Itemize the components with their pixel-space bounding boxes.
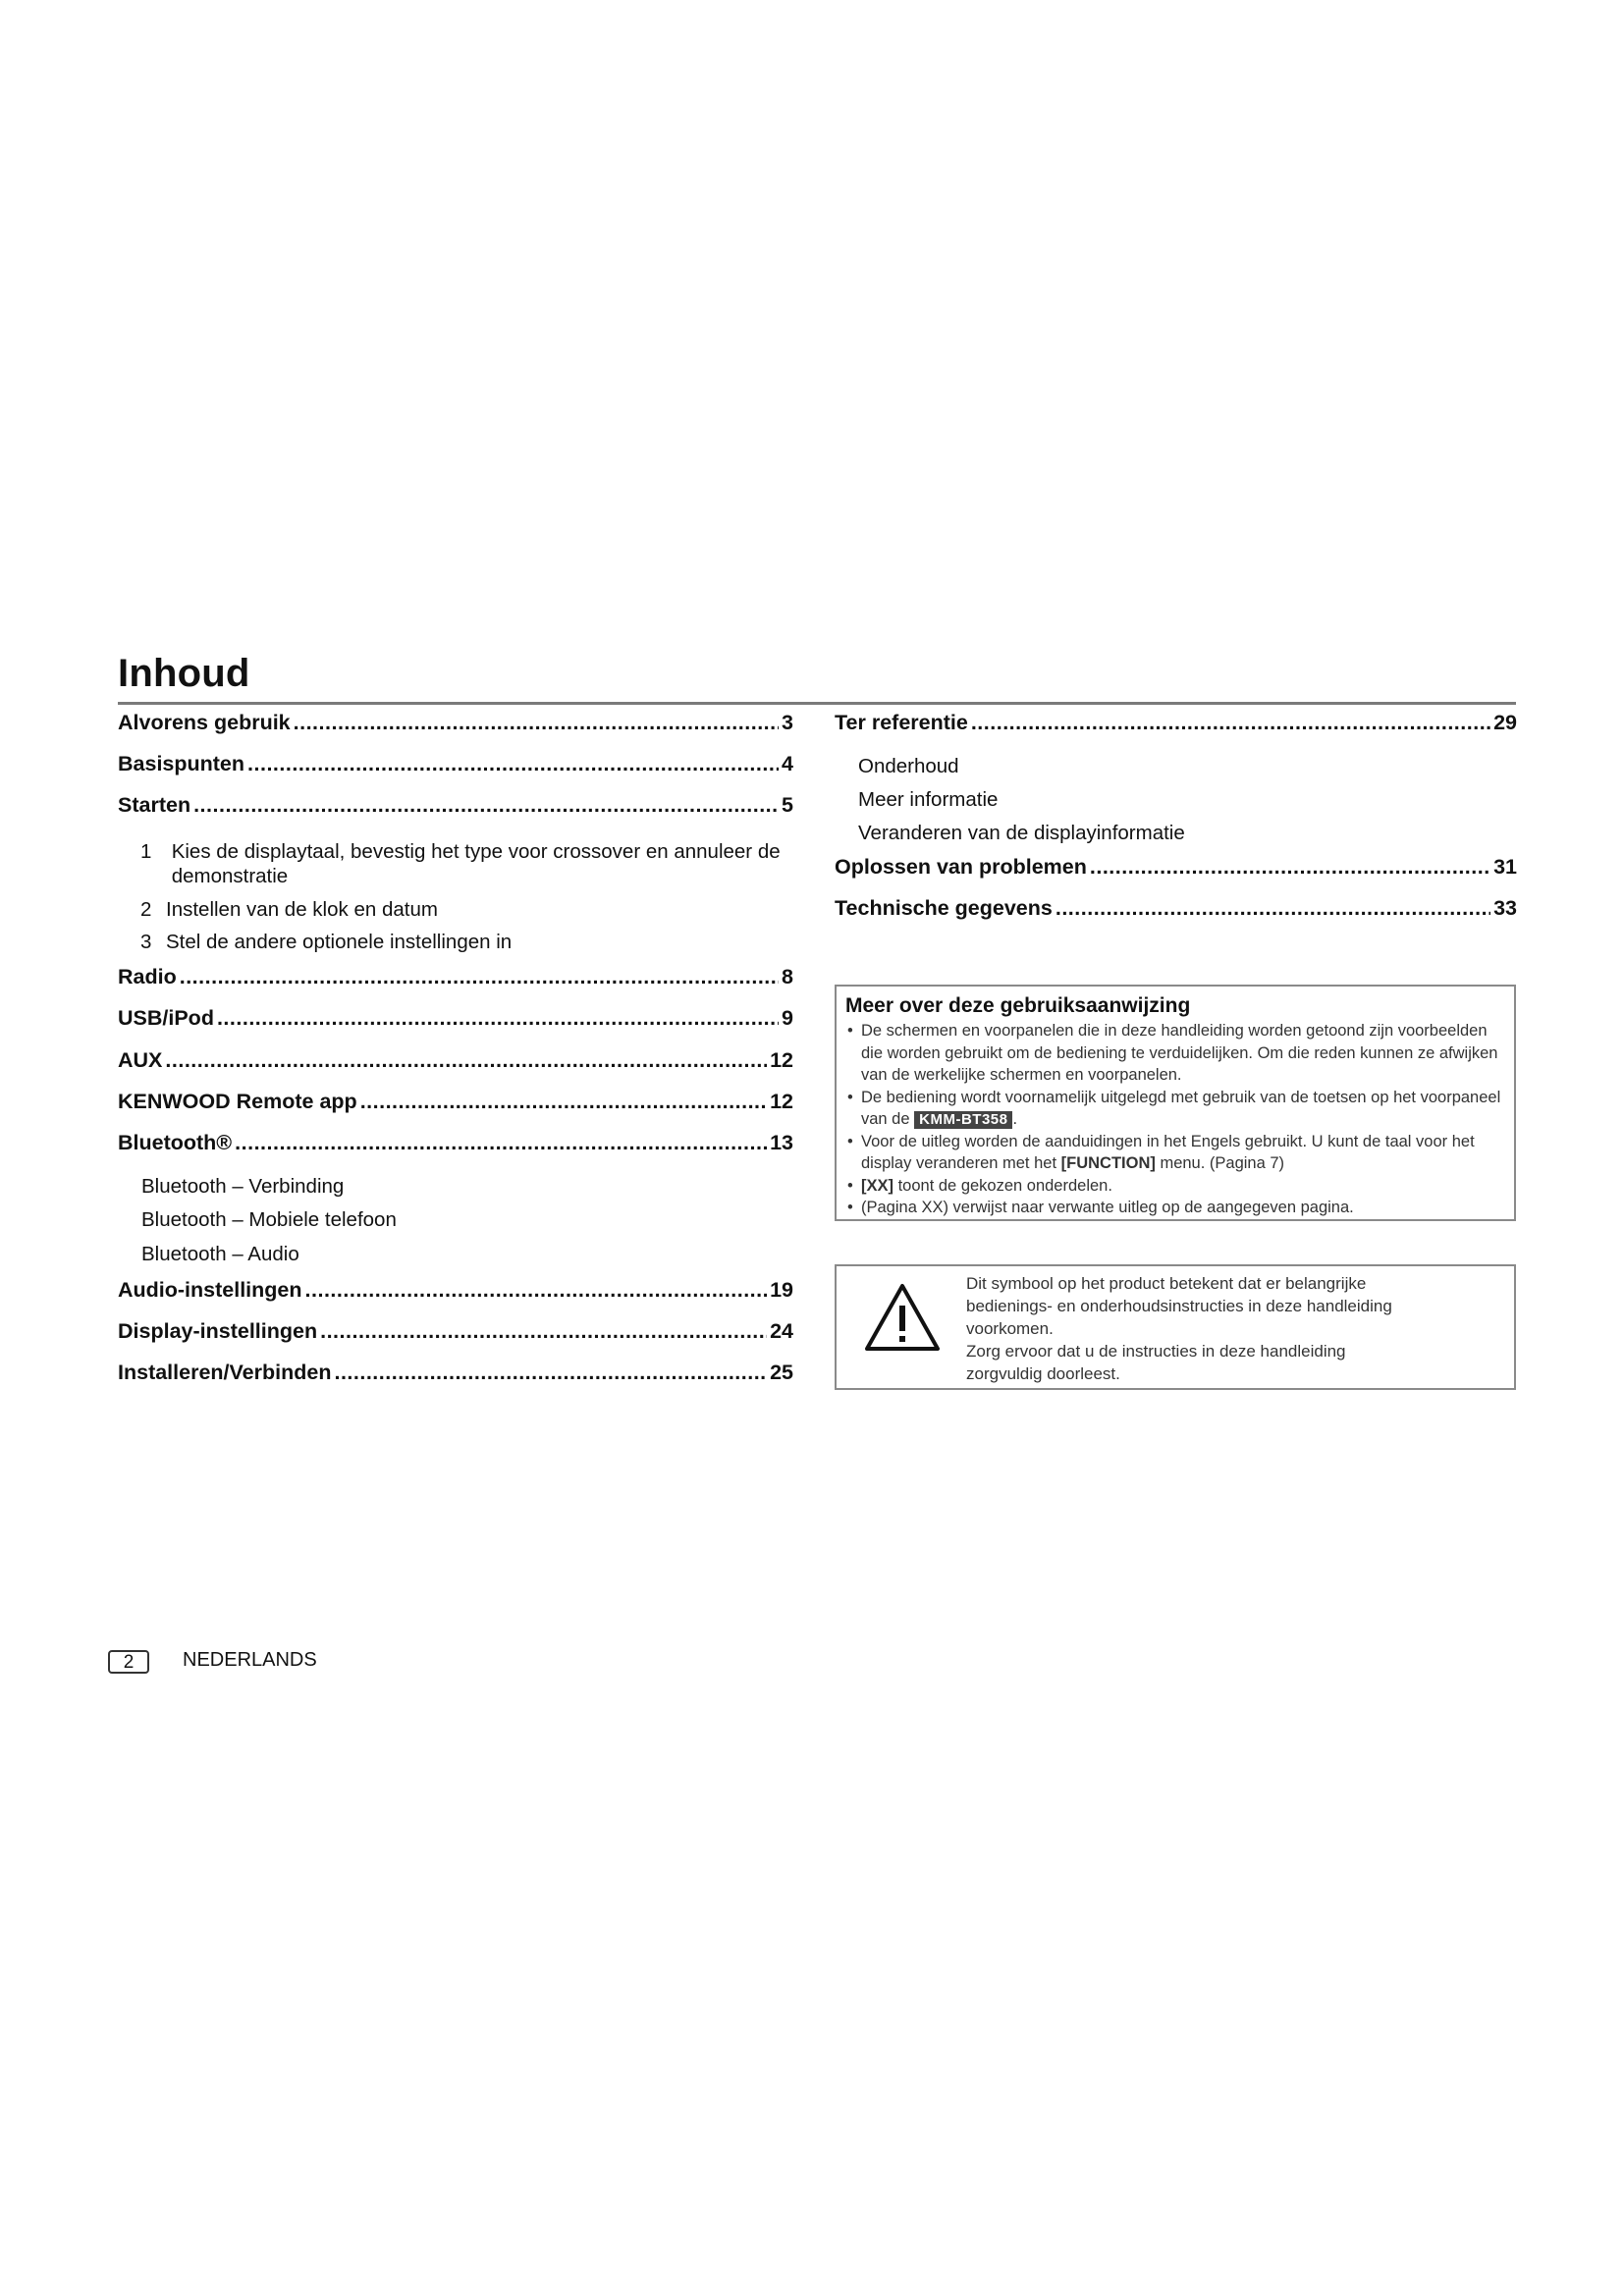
toc-entry-radio[interactable]: Radio ..... 8 — [118, 965, 793, 989]
toc-entry-starten[interactable]: Starten ..... 5 — [118, 793, 793, 818]
info-bullet-1: • De schermen en voorpanelen die in deze handleiding worden getoond zijn voorbeelden die worden gebruikt om de bediening te verduidelijken. Om die reden kunnen ze afwijken van de werkelijke schermen en voorpanelen. — [847, 1022, 1498, 1084]
toc-step-2[interactable]: 2 Instellen van de klok en datum — [140, 898, 438, 921]
manual-info-box — [835, 985, 1516, 1221]
xx-key-label: [XX] — [861, 1176, 893, 1195]
warning-triangle-icon — [863, 1282, 942, 1353]
toc-sub-bluetooth-verbinding[interactable]: Bluetooth – Verbinding — [141, 1175, 345, 1198]
toc-entry-aux[interactable]: AUX ..... 12 — [118, 1048, 793, 1073]
toc-entry-installeren[interactable]: Installeren/Verbinden ..... 25 — [118, 1361, 793, 1385]
toc-sub-bluetooth-audio[interactable]: Bluetooth – Audio — [141, 1243, 299, 1265]
footer-language: NEDERLANDS — [183, 1649, 317, 1671]
info-box-bullets — [845, 1020, 1509, 1219]
toc-entry-ter-referentie[interactable]: Ter referentie ..... 29 — [835, 711, 1517, 735]
toc-entry-basispunten[interactable]: Basispunten ..... 4 — [118, 752, 793, 776]
function-key-label: [FUNCTION] — [1060, 1154, 1156, 1172]
info-bullet-4: • [XX] toont de gekozen onderdelen. — [847, 1176, 1112, 1195]
toc-step-3[interactable]: 3 Stel de andere optionele instellingen in — [140, 931, 513, 953]
toc-entry-usb-ipod[interactable]: USB/iPod ..... 9 — [118, 1006, 793, 1031]
toc-step-1[interactable]: 1 Kies de displaytaal, bevestig het type voor crossover en annuleer de demonstratie — [140, 840, 781, 887]
toc-entry-technische-gegevens[interactable]: Technische gegevens ..... 33 — [835, 896, 1517, 921]
info-bullet-2: • De bediening wordt voornamelijk uitgelegd met gebruik van de toetsen op het voorpaneel van de KMM-BT358 . — [847, 1088, 1501, 1128]
toc-entry-oplossen[interactable]: Oplossen van problemen ..... 31 — [835, 855, 1517, 880]
title-divider — [118, 702, 1516, 705]
toc-entry-bluetooth[interactable]: Bluetooth® ..... 13 — [118, 1131, 793, 1155]
warning-text: Dit symbool op het product betekent dat er belangrijke bedienings- en onderhoudsinstructies in deze handleiding voorkomen. Zorg ervoor dat u de instructies in deze handleiding zorgvuldig doorleest. — [966, 1274, 1392, 1383]
page-title: Inhoud — [118, 652, 250, 695]
toc-sub-meer-informatie[interactable]: Meer informatie — [858, 788, 999, 811]
toc-entry-kenwood-remote-app[interactable]: KENWOOD Remote app ..... 12 — [118, 1090, 793, 1114]
toc-sub-bluetooth-telefoon[interactable]: Bluetooth – Mobiele telefoon — [141, 1208, 397, 1231]
model-badge: KMM-BT358 — [914, 1111, 1012, 1129]
toc-sub-displayinformatie[interactable]: Veranderen van de displayinformatie — [858, 822, 1185, 844]
toc-sub-onderhoud[interactable]: Onderhoud — [858, 755, 959, 777]
toc-entry-audio-instellingen[interactable]: Audio-instellingen ..... 19 — [118, 1278, 793, 1303]
info-bullet-3: • Voor de uitleg worden de aanduidingen in het Engels gebruikt. U kunt de taal voor het display veranderen met het [FUNCTION] menu. (Pagina 7) — [847, 1132, 1475, 1172]
toc-entry-display-instellingen[interactable]: Display-instellingen ..... 24 — [118, 1319, 793, 1344]
toc-entry-alvorens-gebruik[interactable]: Alvorens gebruik ..... 3 — [118, 711, 793, 735]
info-bullet-5: • (Pagina XX) verwijst naar verwante uitleg op de aangegeven pagina. — [847, 1199, 1354, 1216]
page-number: 2 — [108, 1650, 149, 1674]
info-box-title: Meer over deze gebruiksaanwijzing — [845, 994, 1191, 1017]
warning-box — [835, 1264, 1516, 1390]
